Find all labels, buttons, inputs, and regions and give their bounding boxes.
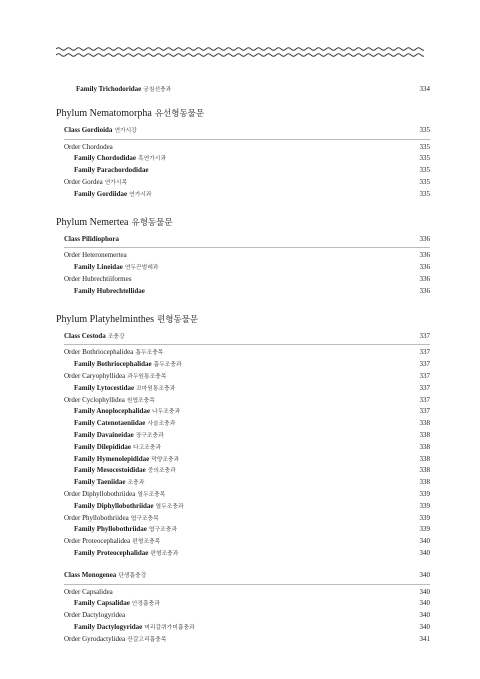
entry-korean-name: 궁침선충과 (143, 87, 172, 93)
class-divider (64, 139, 430, 140)
entry-korean-name: 열두조충목 (137, 491, 166, 498)
toc-entry-family (56, 418, 430, 430)
entry-korean-name: 조충과 (127, 480, 145, 487)
entry-page-number: 336 (419, 286, 430, 295)
toc-entry-order (56, 274, 430, 286)
toc-entry-order (56, 489, 430, 501)
toc-sections (56, 96, 430, 646)
toc-entry-order (56, 513, 430, 525)
entry-page-number: 335 (419, 154, 430, 163)
entry-name: Family Lineidae (74, 263, 123, 272)
entry-korean-name: 흑연가시과 (138, 156, 167, 163)
toc-entry-order (56, 536, 430, 548)
entry-korean-name: 단생흡충강 (118, 572, 147, 579)
entry-name: Family Diphyllobothriidae (74, 501, 154, 510)
toc-entry-order (56, 395, 430, 407)
section-spacer (56, 201, 430, 215)
entry-korean-name: 엽구조충목 (130, 515, 159, 522)
entry-page-number: 335 (419, 125, 430, 134)
entry-name: Family Dilepididae (74, 442, 131, 451)
toc-entry-class (56, 125, 430, 137)
phylum-korean-name: 유선형동물문 (154, 108, 205, 119)
entry-name: Order Dactylogyridea (64, 611, 126, 620)
phylum-heading (56, 106, 430, 122)
entry-page-number: 339 (419, 513, 430, 522)
entry-name: Order Proteocephalidea (64, 537, 131, 546)
entry-page-number: 340 (419, 537, 430, 546)
entry-name: Order Phyllobothriidea (64, 513, 129, 522)
toc-entry-order (56, 142, 430, 154)
entry-page-number: 337 (419, 395, 430, 404)
entry-korean-name: 나두조충과 (152, 409, 181, 416)
entry-name: Order Chordodea (64, 142, 113, 151)
toc-entry-class (56, 570, 430, 582)
section-spacer (56, 96, 430, 106)
entry-name: Order Cyclophyllidea (64, 395, 125, 404)
entry-name: Family Dactylogyridae (74, 622, 143, 631)
toc-entry-family (56, 406, 430, 418)
toc-entry-family (56, 430, 430, 442)
entry-page-number: 337 (419, 360, 430, 369)
entry-korean-name: 조충강 (107, 333, 125, 340)
entry-korean-name: 열두조충과 (155, 503, 184, 510)
entry-page-number: 336 (419, 234, 430, 243)
entry-page-number: 337 (419, 371, 430, 380)
entry-name: Family Anoplocephalidae (74, 407, 151, 416)
entry-page-number: 338 (419, 442, 430, 451)
toc-entry-family (56, 84, 430, 96)
entry-page-number: 339 (419, 489, 430, 498)
entry-page-number: 335 (419, 189, 430, 198)
entry-korean-name: 막양조충과 (151, 456, 180, 463)
class-divider (64, 247, 430, 248)
entry-korean-name: 원엽조충목 (126, 397, 155, 404)
toc-entry-order (56, 587, 430, 599)
entry-korean-name: 연가시과 (129, 191, 152, 198)
toc-entry-family (56, 622, 430, 634)
entry-korean-name: 흡두조충과 (153, 362, 182, 369)
toc-entry-order (56, 371, 430, 383)
entry-page-number: 336 (419, 263, 430, 272)
entry-name: Family Chordodidae (74, 154, 137, 163)
entry-name: Family Capsalidae (74, 599, 130, 608)
entry-korean-name: 엽구조충과 (148, 527, 177, 534)
entry-korean-name: 장구조충과 (135, 432, 164, 439)
entry-page-number: 338 (419, 466, 430, 475)
toc-entry-family (56, 286, 430, 298)
entry-name: Class Pilidiophora (64, 234, 120, 243)
entry-page-number: 340 (419, 570, 430, 579)
phylum-heading (56, 215, 430, 231)
entry-page-number: 337 (419, 331, 430, 340)
entry-name: Class Cestoda (64, 331, 106, 340)
entry-page-number: 334 (419, 85, 430, 93)
entry-page-number: 339 (419, 525, 430, 534)
entry-page-number: 335 (419, 177, 430, 186)
entry-page-number: 340 (419, 587, 430, 596)
entry-page-number: 337 (419, 383, 430, 392)
toc-entry-family (56, 501, 430, 513)
phylum-name: Phylum Nematomorpha (56, 107, 152, 119)
entry-korean-name: 연두끈벌레과 (124, 265, 159, 272)
entry-korean-name: 다고조충과 (132, 444, 161, 451)
entry-korean-name: 흡두조충목 (135, 350, 164, 357)
phylum-korean-name: 편형동물문 (157, 314, 199, 325)
entry-name: Family Gordiidae (74, 189, 128, 198)
entry-name: Order Heteronemertea (64, 251, 127, 260)
entry-name: Family Mesocestoididae (74, 466, 146, 475)
entry-page-number: 339 (419, 501, 430, 510)
entry-name: Class Monogenea (64, 570, 117, 579)
entry-korean-name: 안경흡충과 (131, 601, 160, 608)
toc-entry-class (56, 234, 430, 246)
entry-name: Order Diphyllobothriidea (64, 489, 136, 498)
toc-entry-order (56, 177, 430, 189)
entry-page-number: 335 (419, 166, 430, 175)
entry-name: Order Capsalidea (64, 587, 113, 596)
entry-name: Order Gyrodactylidea (64, 634, 126, 643)
class-spacer (56, 560, 430, 570)
entry-name: Family Parachordodidae (74, 166, 149, 175)
entry-page-number: 336 (419, 274, 430, 283)
entry-page-number: 338 (419, 430, 430, 439)
entry-name: Order Caryophyllidea (64, 371, 126, 380)
entry-page-number: 337 (419, 407, 430, 416)
entry-name: Family Proteocephalidae (74, 548, 149, 557)
toc-entry-family (56, 153, 430, 165)
entry-korean-name: 꼬마원통조충과 (136, 385, 176, 392)
entry-name: Order Hubrechtiiformes (64, 274, 132, 283)
toc-entry-order (56, 250, 430, 262)
toc-entry-order (56, 610, 430, 622)
entry-korean-name: 연가시목 (104, 179, 128, 186)
entry-page-number: 337 (419, 348, 430, 357)
entry-name: Family Hymenolepididae (74, 454, 150, 463)
entry-page-number: 340 (419, 622, 430, 631)
phylum-korean-name: 유형동물문 (131, 217, 173, 228)
phylum-name: Phylum Nemertea (56, 216, 129, 228)
class-divider (64, 344, 430, 345)
entry-korean-name: 잔갈고리흡충목 (127, 636, 167, 643)
entry-korean-name: 연가시강 (114, 127, 137, 134)
entry-korean-name: 편형조충목 (132, 539, 161, 546)
entry-korean-name: 머리갈퀴가미흡충과 (144, 624, 195, 631)
toc-entry-family (56, 465, 430, 477)
entry-page-number: 336 (419, 251, 430, 260)
entry-korean-name: 과두원통조충목 (127, 373, 167, 380)
toc-entry-family (56, 165, 430, 177)
entry-page-number: 338 (419, 454, 430, 463)
entry-name: Family Phyllobothriidae (74, 525, 147, 534)
entry-name: Family Lytocestidae (74, 383, 135, 392)
entry-name: Family Hubrechtellidae (74, 286, 145, 295)
entry-name: Order Bothriocephalidea (64, 348, 134, 357)
entry-page-number: 338 (419, 478, 430, 487)
toc-entry-family (56, 359, 430, 371)
toc-entry-order (56, 634, 430, 646)
entry-korean-name: 편형조충과 (150, 550, 179, 557)
toc-entry-family (56, 262, 430, 274)
entry-page-number: 335 (419, 142, 430, 151)
entry-name: Order Gordea (64, 177, 103, 186)
toc-entry-order (56, 347, 430, 359)
header-wave-ornament (56, 44, 424, 60)
toc-entry-family (56, 383, 430, 395)
entry-name: Class Gordioida (64, 125, 113, 134)
toc-entry-family (56, 477, 430, 489)
toc-entry-family (56, 598, 430, 610)
entry-name: Family Catenotaeniidae (74, 419, 146, 428)
entry-name: Family Trichodoridae (76, 85, 142, 93)
toc-entry-family (56, 189, 430, 201)
section-spacer (56, 298, 430, 312)
phylum-name: Phylum Platyhelminthes (56, 313, 155, 325)
entry-page-number: 340 (419, 611, 430, 620)
entry-page-number: 340 (419, 599, 430, 608)
toc-entry-family (56, 524, 430, 536)
entry-page-number: 341 (419, 634, 430, 643)
toc-entry-family (56, 454, 430, 466)
toc-entry-class (56, 331, 430, 343)
entry-name: Family Bothriocephalidae (74, 360, 152, 369)
class-divider (64, 584, 430, 585)
toc-content (56, 84, 430, 645)
toc-entry-family (56, 442, 430, 454)
entry-page-number: 340 (419, 548, 430, 557)
toc-entry-family (56, 548, 430, 560)
entry-page-number: 338 (419, 419, 430, 428)
phylum-heading (56, 312, 430, 328)
entry-korean-name: 사슬조충과 (147, 421, 176, 428)
entry-name: Family Taeniidae (74, 478, 126, 487)
entry-name: Family Davaineidae (74, 430, 134, 439)
entry-korean-name: 중의조충과 (147, 468, 176, 475)
